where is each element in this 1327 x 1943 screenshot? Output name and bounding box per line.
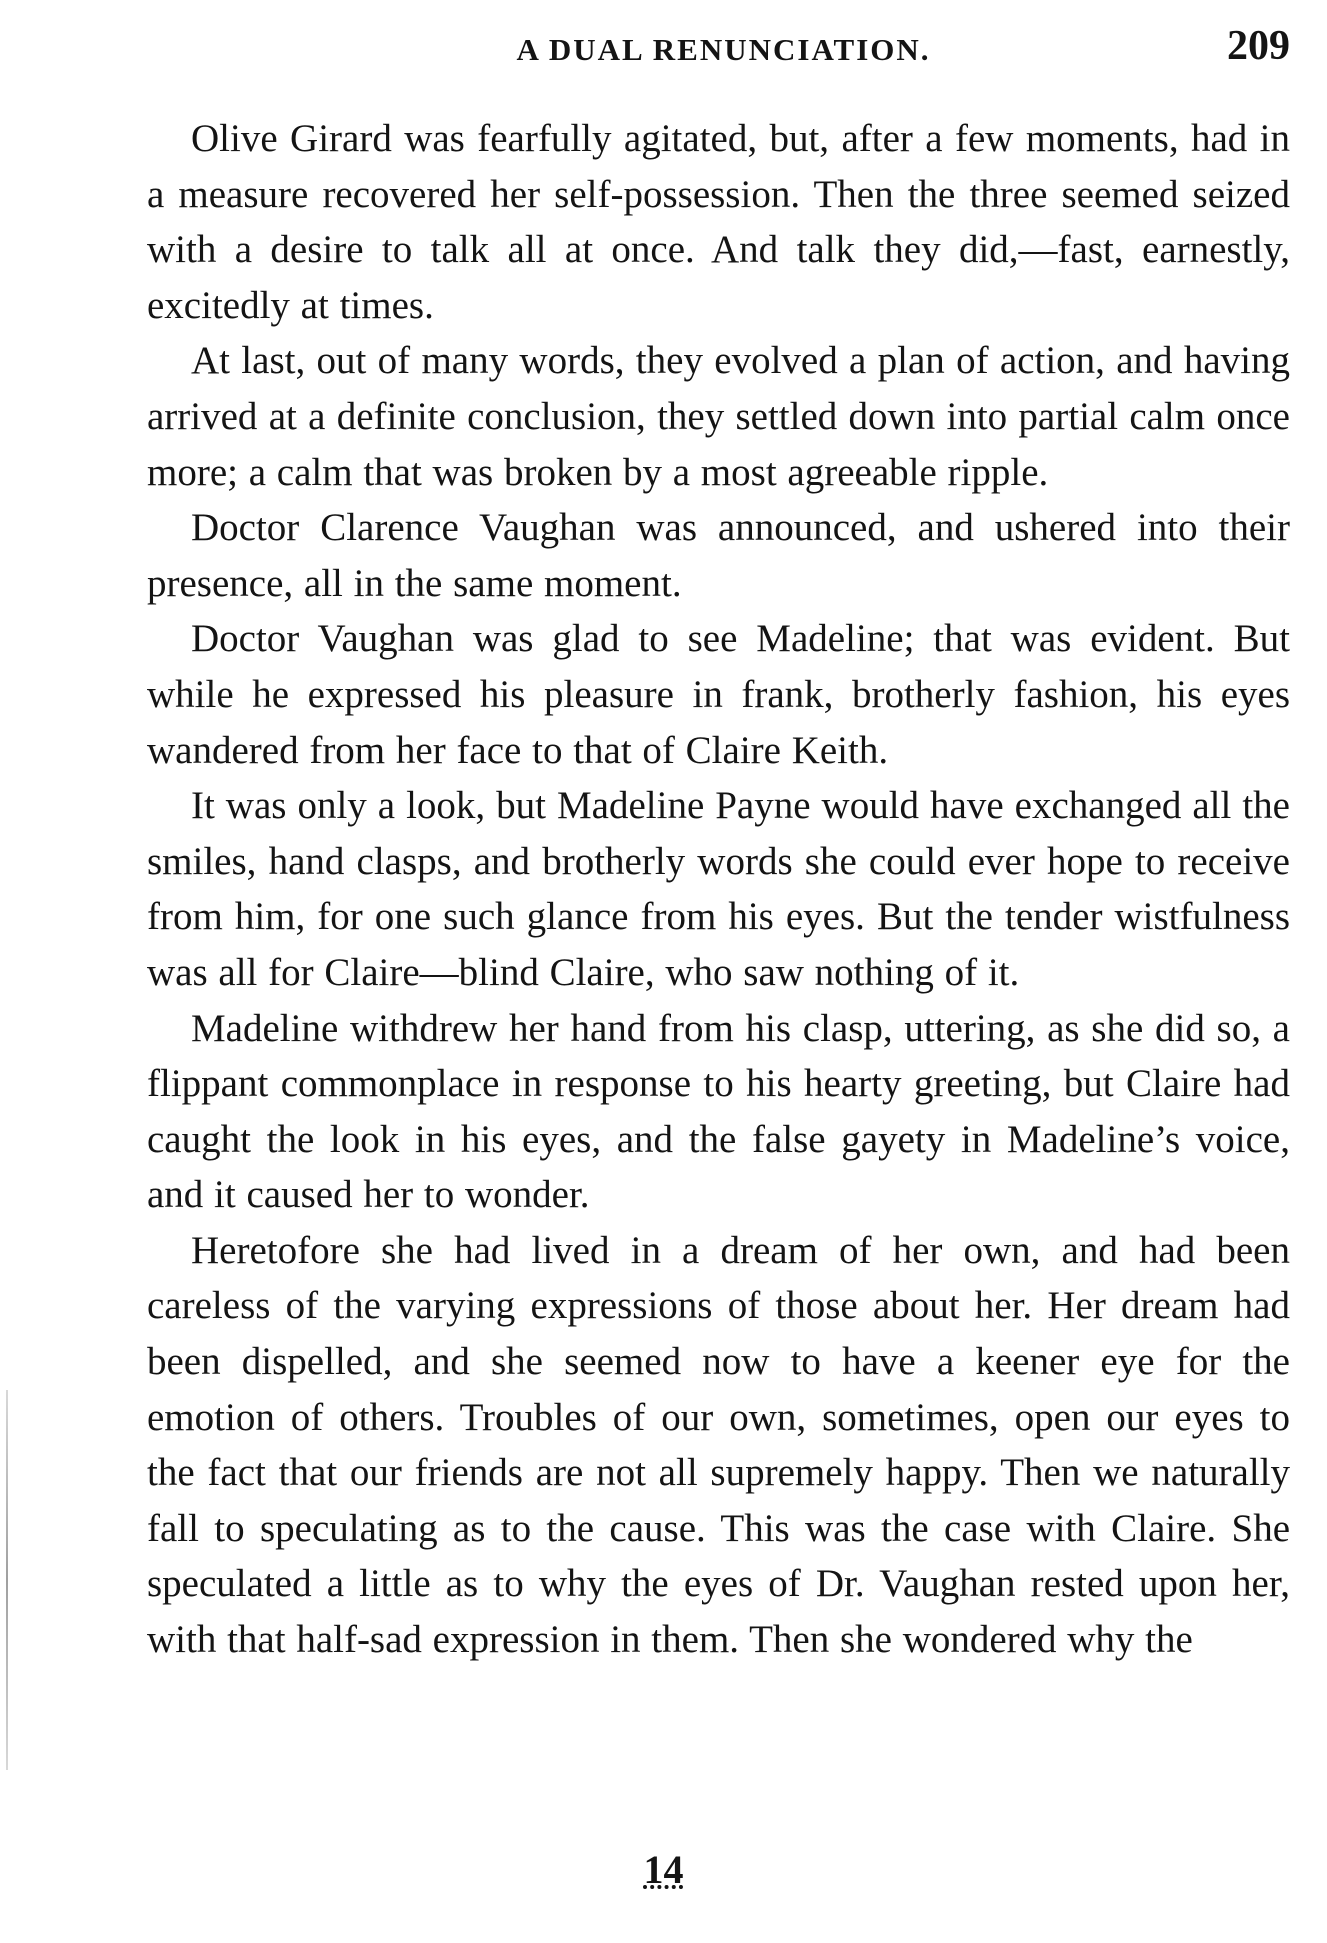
paragraph: Madeline withdrew her hand from his clasp, uttering, as she did so, a flippant commonplace in response to his hearty greeting, but Claire had caught the look in his eyes, and the false gayety in Madeline’s voice, and it caused her to wonder. [147, 1006, 1290, 1217]
margin-scan-line [6, 1390, 8, 1770]
paragraph: Doctor Vaughan was glad to see Madeline; that was evident. But while he expressed his pleasure in frank, brotherly fashion, his eyes wandered from her face to that of Claire Keith. [147, 617, 1290, 772]
signature-mark: 14 [643, 1847, 684, 1892]
paragraph: Heretofore she had lived in a dream of her own, and had been careless of the varying expressions of those about her. Her dream had been dispelled, and she seemed now to have a keener eye for the emotion of others. Troubles of our own, sometimes, open our eyes to the fact that our friends are not all supremely happy. Then we naturally fall to speculating as to the cause. This was the case with Claire. She speculated a little as to why the eyes of Dr. Vaughan rested upon her, with that half-sad expression in them. Then she wondered why the [147, 1228, 1290, 1662]
paragraph: At last, out of many words, they evolved a plan of action, and having arrived at a definite conclusion, they settled down into partial calm once more; a calm that was broken by a most agreeable ripple. [147, 339, 1290, 494]
paragraph: Olive Girard was fearfully agitated, but, after a few moments, had in a measure recovered her self-possession. Then the three seemed seized with a desire to talk all at once. And talk they did,—fast, earnestly, excitedly at times. [147, 117, 1290, 327]
body-text [147, 111, 1290, 1668]
paragraph: It was only a look, but Madeline Payne would have exchanged all the smiles, hand clasps, and brotherly words she could ever hope to receive from him, for one such glance from his eyes. But the tender wistfulness was all for Claire—blind Claire, who saw nothing of it. [147, 784, 1290, 994]
paragraph: Doctor Clarence Vaughan was announced, and ushered into their presence, all in the same moment. [147, 506, 1290, 605]
running-head [147, 22, 1290, 92]
page-number: 209 [1227, 23, 1290, 69]
running-title: A DUAL RENUNCIATION. [516, 32, 931, 67]
